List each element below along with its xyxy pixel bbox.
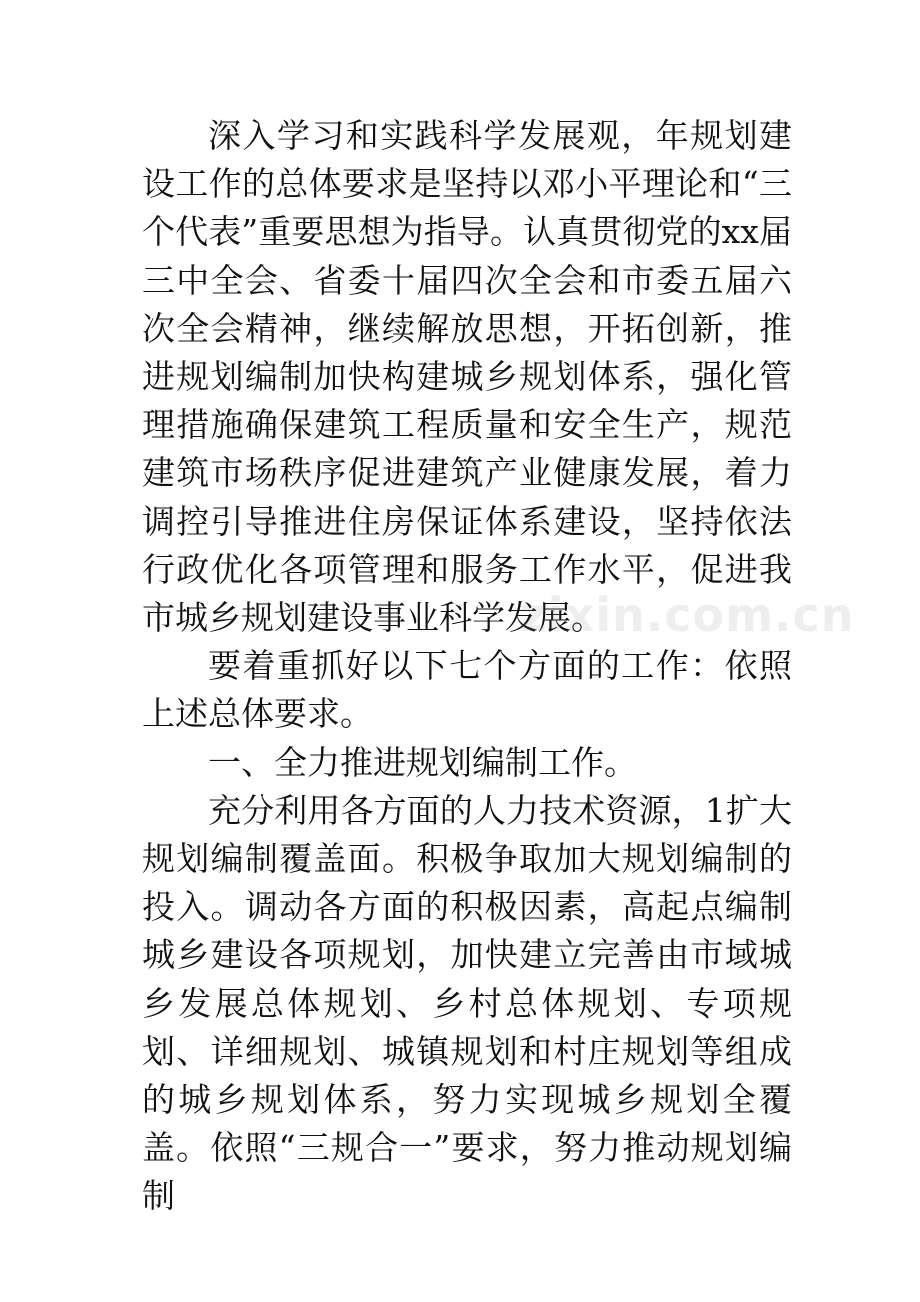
paragraph-seven-aspects: 要着重抓好以下七个方面的工作：依照上述总体要求。 (142, 646, 792, 734)
paragraph-planning-details: 充分利用各方面的人力技术资源，1扩大规划编制覆盖面。积极争取加大规划编制的投入。调动各方面的积极因素，高起点编制城乡建设各项规划，加快建立完善由市域城乡发展总体规划、乡村总体规划、专项规划、详细规划、城镇规划和村庄规划等组成的城乡规划体系，努力实现城乡规划全覆盖。依照“三规合一”要求，努力推动规划编制 (142, 790, 792, 1216)
paragraph-general-requirements: 深入学习和实践科学发展观，年规划建设工作的总体要求是坚持以邓小平理论和“三个代表”重要思想为指导。认真贯彻党的xx届三中全会、省委十届四次全会和市委五届六次全会精神，继续解放思想，开拓创新，推进规划编制加快构建城乡规划体系，强化管理措施确保建筑工程质量和安全生产，规范建筑市场秩序促进建筑产业健康发展，着力调控引导推进住房保证体系建设，坚持依法行政优化各项管理和服务工作水平，促进我市城乡规划建设事业科学发展。 (142, 116, 792, 638)
watermark: zixin.com.cn (520, 588, 855, 642)
section-heading-planning: 一、全力推进规划编制工作。 (208, 742, 637, 782)
document-body (142, 112, 792, 1221)
